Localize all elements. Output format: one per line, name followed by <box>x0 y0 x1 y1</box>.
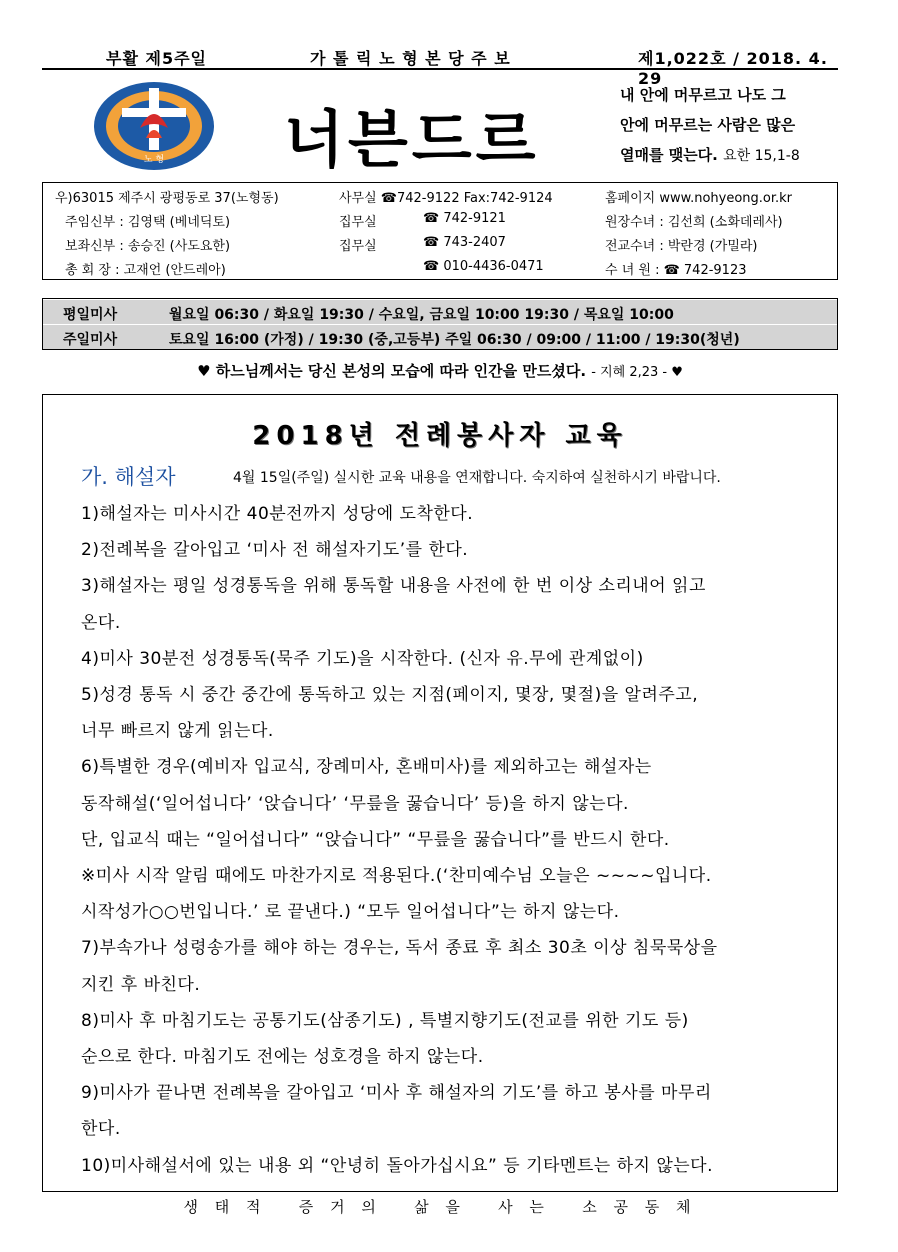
scripture-verse <box>42 360 838 381</box>
article-line: 지킨 후 바친다. <box>81 974 201 995</box>
sunday-mass-label: 주일미사 <box>63 332 118 348</box>
article-line: 너무 빠르지 않게 읽는다. <box>81 721 274 742</box>
liturgical-week: 부활 제5주일 <box>106 49 207 68</box>
verse-reference: - 지혜 2,23 - ♥ <box>591 365 683 380</box>
article-line: 2)전례복을 갈아입고 ‘미사 전 해설자기도’를 한다. <box>81 540 469 561</box>
article-title: 2018년 전례봉사자 교육 <box>252 421 628 451</box>
article-line: 순으로 한다. 마침기도 전에는 성호경을 하지 않는다. <box>81 1047 484 1067</box>
newsletter-title: 너븐드르 <box>284 103 540 176</box>
office-contact: 사무실 ☎742-9122 Fax:742-9124 <box>339 191 553 206</box>
article-line: ※미사 시작 알림 때에도 마찬가지로 적용된다.(‘찬미예수님 오늘은 ~~~~입니다. <box>81 866 712 886</box>
article-line: 10)미사해설서에 있는 내용 외 “안녕히 돌아가십시요” 등 기타멘트는 하지 않는다. <box>81 1155 713 1176</box>
article-line: 6)특별한 경우(예비자 입교식, 장례미사, 혼배미사)를 제외하고는 해설자는 <box>81 757 652 778</box>
gospel-quote <box>620 80 840 171</box>
staff-nun: 원장수녀 : 김선희 (소화데레사) <box>605 215 783 230</box>
bulletin-header <box>42 42 838 88</box>
footer-motto <box>42 1196 838 1217</box>
weekday-mass-label: 평일미사 <box>63 307 118 323</box>
header-divider <box>42 68 838 70</box>
article-line: 1)해설자는 미사시간 40분전까지 성당에 도착한다. <box>81 504 474 524</box>
article-line: 5)성경 통독 시 중간 중간에 통독하고 있는 지점(페이지, 몇장, 몇절)을 알려주고, <box>81 685 699 705</box>
article-line: 8)미사 후 마침기도는 공통기도(삼종기도) , 특별지향기도(전교를 위한 기도 등) <box>81 1010 689 1031</box>
article-line: 한다. <box>81 1119 121 1140</box>
homepage: 홈페이지 www.nohyeong.or.kr <box>605 191 793 206</box>
quote-line-last <box>620 140 840 171</box>
staff-role: 총 회 장 : 고재언 (안드레아) <box>65 263 226 278</box>
staff-nun: 수 녀 원 : ☎ 742-9123 <box>605 263 747 278</box>
quote-line: 열매를 맺는다. <box>620 146 718 164</box>
sunday-mass-row <box>43 325 837 349</box>
article-line: 단, 입교식 때는 “일어섭니다” “앉습니다” “무릎을 꿇습니다”를 반드시 한다. <box>81 829 670 850</box>
article-line: 온다. <box>81 612 121 633</box>
parish-contact-box <box>42 182 838 280</box>
address: 우)63015 제주시 광평동로 37(노형동) <box>55 191 279 206</box>
mass-schedule <box>42 298 838 350</box>
footer-text: 생 태 적 증 거 의 삶 을 사 는 소 공 동 체 <box>183 1198 697 1216</box>
logo-text: 노 형 <box>143 155 165 165</box>
bulletin-name: 가 톨 릭 노 형 본 당 주 보 <box>310 49 511 68</box>
weekday-mass-times: 월요일 06:30 / 화요일 19:30 / 수요일, 금요일 10:00 19:30 / 목요일 10:00 <box>169 307 674 323</box>
article-line: 3)해설자는 평일 성경통독을 위해 통독할 내용을 사전에 한 번 이상 소리내어 읽고 <box>81 576 706 597</box>
verse-text: ♥ 하느님께서는 당신 본성의 모습에 따라 인간을 만드셨다. <box>197 362 587 380</box>
article-line: 9)미사가 끝나면 전례복을 갈아입고 ‘미사 후 해설자의 기도’를 하고 봉사를 마무리 <box>81 1083 712 1104</box>
article-line: 4)미사 30분전 성경통독(묵주 기도)을 시작한다. (신자 유.무에 관계없이) <box>81 648 644 669</box>
staff-office: 집무실 <box>339 239 377 254</box>
quote-reference: 요한 15,1-8 <box>723 148 800 164</box>
issue-date: 제1,022호 / 2018. 4. 29 <box>638 49 828 88</box>
staff-phone: ☎ 743-2407 <box>423 235 506 250</box>
section-note: 4월 15일(주일) 실시한 교육 내용을 연재합니다. 숙지하여 실천하시기 바랍니다. <box>233 470 721 486</box>
quote-line: 내 안에 머무르고 나도 그 <box>620 86 786 104</box>
sunday-mass-times: 토요일 16:00 (가정) / 19:30 (중,고등부) 주일 06:30 / 09:00 / 11:00 / 19:30(청년) <box>169 332 740 348</box>
quote-line: 안에 머무르는 사람은 많은 <box>620 116 796 134</box>
staff-phone: ☎ 742-9121 <box>423 211 506 226</box>
section-heading: 가. 해설자 <box>81 465 176 489</box>
article-line: 동작해설(‘일어섭니다’ ‘앉습니다’ ‘무릎을 꿇습니다’ 등)을 하지 않는다. <box>81 793 629 814</box>
weekday-mass-row <box>43 300 837 324</box>
staff-nun: 전교수녀 : 박란경 (가밀라) <box>605 239 758 254</box>
staff-row <box>43 207 837 231</box>
staff-row <box>43 255 837 279</box>
staff-phone: ☎ 010-4436-0471 <box>423 259 544 274</box>
staff-office: 집무실 <box>339 215 377 230</box>
article-line: 7)부속가나 성령송가를 해야 하는 경우는, 독서 종료 후 최소 30초 이상 침묵묵상을 <box>81 938 718 959</box>
staff-role: 주임신부 : 김영택 (베네딕토) <box>65 215 231 230</box>
staff-row <box>43 231 837 255</box>
parish-logo <box>92 80 216 172</box>
article-line: 시작성가○○번입니다.’ 로 끝낸다.) “모두 일어섭니다”는 하지 않는다. <box>81 902 620 923</box>
article-box <box>42 394 838 1192</box>
staff-role: 보좌신부 : 송승진 (사도요한) <box>65 239 231 254</box>
address-row <box>43 183 837 207</box>
